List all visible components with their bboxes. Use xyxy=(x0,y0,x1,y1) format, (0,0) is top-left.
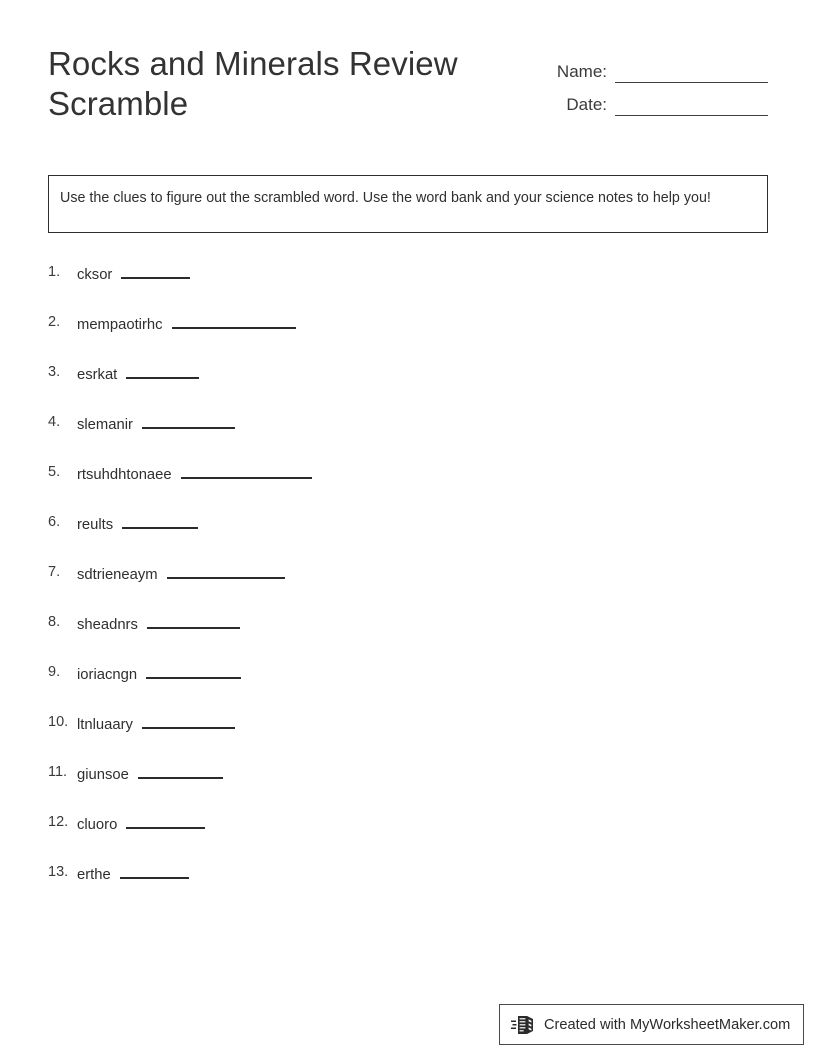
scramble-item xyxy=(48,662,768,712)
scramble-item-answer-blank[interactable] xyxy=(138,762,223,779)
scramble-item-number: 1. xyxy=(48,264,61,280)
scramble-item-body xyxy=(77,462,312,485)
scramble-item-word: sdtrieneaym xyxy=(77,567,158,583)
scramble-item xyxy=(48,762,768,812)
scramble-item-word: mempaotirhc xyxy=(77,317,163,333)
scramble-item-body xyxy=(77,562,285,585)
scramble-item xyxy=(48,812,768,862)
scramble-item-number: 3. xyxy=(48,364,61,380)
scramble-item-number: 8. xyxy=(48,614,61,630)
footer-attribution-badge[interactable] xyxy=(499,1004,804,1045)
scramble-item-word: cksor xyxy=(77,267,113,283)
scramble-item xyxy=(48,462,768,512)
scramble-item xyxy=(48,562,768,612)
scramble-item-number: 7. xyxy=(48,564,61,580)
scramble-item xyxy=(48,612,768,662)
scramble-item xyxy=(48,312,768,362)
scramble-item-answer-blank[interactable] xyxy=(146,662,241,679)
scramble-item xyxy=(48,712,768,762)
instructions-text: Use the clues to figure out the scrambled word. Use the word bank and your science notes to help you! xyxy=(60,190,711,206)
scramble-item-answer-blank[interactable] xyxy=(142,412,235,429)
scramble-item xyxy=(48,862,768,912)
scramble-item-body xyxy=(77,612,240,635)
name-input-line[interactable] xyxy=(615,62,768,83)
scramble-item-answer-blank[interactable] xyxy=(121,262,190,279)
scramble-item-word: sheadnrs xyxy=(77,617,138,633)
date-field-row xyxy=(498,83,768,116)
scramble-item-answer-blank[interactable] xyxy=(126,812,205,829)
myworksheetmaker-logo-icon xyxy=(511,1013,537,1037)
name-label: Name: xyxy=(556,62,607,81)
scramble-item-word: ltnluaary xyxy=(77,717,133,733)
scramble-item-body xyxy=(77,712,235,735)
date-input-line[interactable] xyxy=(615,95,768,116)
scramble-item-body xyxy=(77,362,199,385)
scramble-item-answer-blank[interactable] xyxy=(147,612,240,629)
scramble-item-body xyxy=(77,662,241,685)
scramble-item-number: 6. xyxy=(48,514,61,530)
scramble-item-answer-blank[interactable] xyxy=(181,462,312,479)
scramble-item-body xyxy=(77,512,198,535)
scramble-item-number: 2. xyxy=(48,314,61,330)
scramble-list xyxy=(48,262,768,912)
scramble-item-word: reults xyxy=(77,517,114,533)
scramble-item-answer-blank[interactable] xyxy=(126,362,199,379)
scramble-item-answer-blank[interactable] xyxy=(167,562,285,579)
scramble-item-body xyxy=(77,412,235,435)
scramble-item xyxy=(48,412,768,462)
scramble-item-word: slemanir xyxy=(77,417,133,433)
scramble-item-word: ioriacngn xyxy=(77,667,138,683)
scramble-item-number: 13. xyxy=(48,864,69,880)
scramble-item-word: erthe xyxy=(77,867,111,883)
scramble-item-body xyxy=(77,312,296,335)
scramble-item-body xyxy=(77,262,190,285)
instructions-box xyxy=(48,175,768,233)
name-field-row xyxy=(498,50,768,83)
scramble-item-body xyxy=(77,812,205,835)
footer-attribution-text: Created with MyWorksheetMaker.com xyxy=(544,1016,791,1033)
scramble-item-word: cluoro xyxy=(77,817,118,833)
scramble-item-number: 4. xyxy=(48,414,61,430)
scramble-item-answer-blank[interactable] xyxy=(142,712,235,729)
date-label: Date: xyxy=(566,95,607,114)
scramble-item-body xyxy=(77,762,223,785)
scramble-item-word: giunsoe xyxy=(77,767,129,783)
page-title: Rocks and Minerals Review Scramble xyxy=(48,45,458,122)
worksheet-header xyxy=(48,44,768,144)
name-date-block xyxy=(498,50,768,116)
scramble-item-body xyxy=(77,862,189,885)
scramble-item-answer-blank[interactable] xyxy=(120,862,189,879)
scramble-item-number: 12. xyxy=(48,814,69,830)
scramble-item-number: 10. xyxy=(48,714,69,730)
scramble-item-number: 9. xyxy=(48,664,61,680)
scramble-item-answer-blank[interactable] xyxy=(172,312,296,329)
scramble-item-answer-blank[interactable] xyxy=(122,512,198,529)
scramble-item xyxy=(48,512,768,562)
scramble-item xyxy=(48,362,768,412)
scramble-item xyxy=(48,262,768,312)
scramble-item-number: 5. xyxy=(48,464,61,480)
scramble-item-number: 11. xyxy=(48,764,68,780)
scramble-item-word: rtsuhdhtonaee xyxy=(77,467,172,483)
scramble-item-word: esrkat xyxy=(77,367,118,383)
